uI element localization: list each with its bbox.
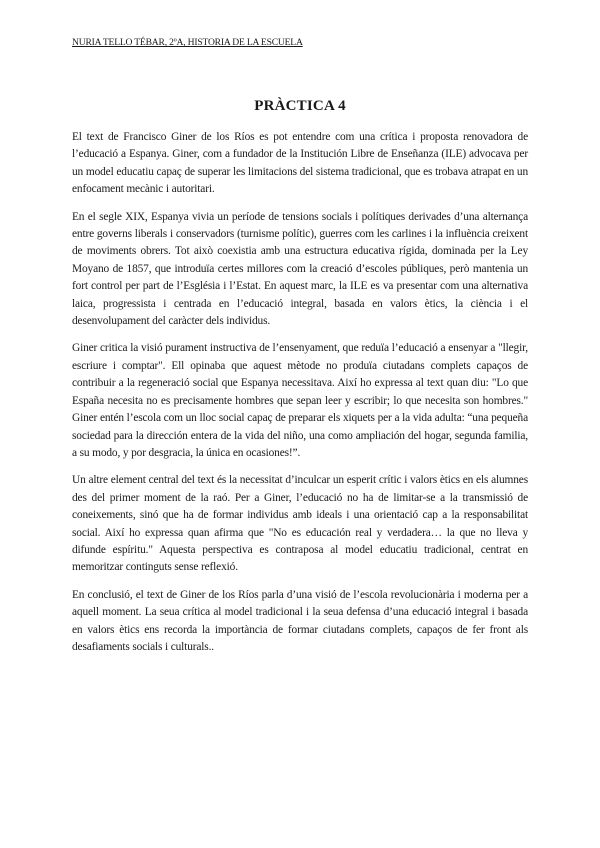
paragraph-context: En el segle XIX, Espanya vivia un període de tensions socials i polítiques derivades d’una alternança entre governs liberals i conservadors (turnisme polític), guerres com les carlines i la influència creixent de moviments obrers. Tot això coexistia amb una estructura educativa rígida, dominada per la Ley Moyano de 1857, que introduïa certes millores com la creació d’escoles públiques, però mantenia un fort control per part de l’Església i l’Estat. En aquest marc, la ILE es va presentar com una alternativa laica, progressista i centrada en l’educació integral, basada en valors ètics, la ciència i el desenvolupament del caràcter dels individus. bbox=[72, 210, 528, 328]
page-title: PRÀCTICA 4 bbox=[254, 98, 346, 114]
paragraph-critical-spirit: Un altre element central del text és la necessitat d’inculcar un esperit crític i valors ètics en els alumnes des del primer moment de la raó. Per a Giner, l’educació no ha de limitar-se a la transmissió de coneixements, sinó que ha de formar individus amb ideals i una orientació cap a la responsabilitat social. Així ho expressa quan afirma que "No es educación real y verdadera… la que no lleva y difunde espíritu." Aquesta perspectiva es contraposa al model educatiu tradicional, centrat en memoritzar continguts sense reflexió. bbox=[72, 474, 528, 574]
document-body bbox=[72, 129, 528, 666]
paragraph-critique: Giner critica la visió purament instructiva de l’ensenyament, que reduïa l’educació a ensenyar a "llegir, escriure i comptar". Ell opinaba que aquest mètode no produïa ciutadans complets capaços de contribuir a la regeneració social que Espanya necessitava. Així ho expressa al text quan diu: "Lo que España necesita no es precisamente hombres que sepan leer y escribir; lo que necesita son hombres." Giner entén l’escola com un lloc social capaç de preparar els xiquets per a la vida adulta: “una pequeña sociedad para la dirección entera de la vida del niño, una como ampliación del hogar, segunda familia, a su modo, y por desgracia, la única en ocasiones!”. bbox=[72, 342, 528, 459]
paragraph-intro: El text de Francisco Giner de los Ríos es pot entendre com una crítica i proposta renovadora de l’educació a Espanya. Giner, com a fundador de la Institución Libre de Enseñanza (ILE) advocava per un model educatiu capaç de superar les limitacions del sistema tradicional, que es trobava atrapat en un enfocament mecànic i autoritari. bbox=[72, 131, 528, 196]
page-header: NURIA TELLO TÉBAR, 2ºA, HISTORIA DE LA ESCUELA bbox=[72, 37, 303, 48]
paragraph-conclusion: En conclusió, el text de Giner de los Ríos parla d’una visió de l’escola revolucionària i moderna per a aquell moment. La seua crítica al model tradicional i la seua defensa d’una educació integral i basada en valors ètics ens recorda la importància de formar ciutadans complets, capaços de fer front als desafiaments socials i culturals.. bbox=[72, 588, 528, 653]
